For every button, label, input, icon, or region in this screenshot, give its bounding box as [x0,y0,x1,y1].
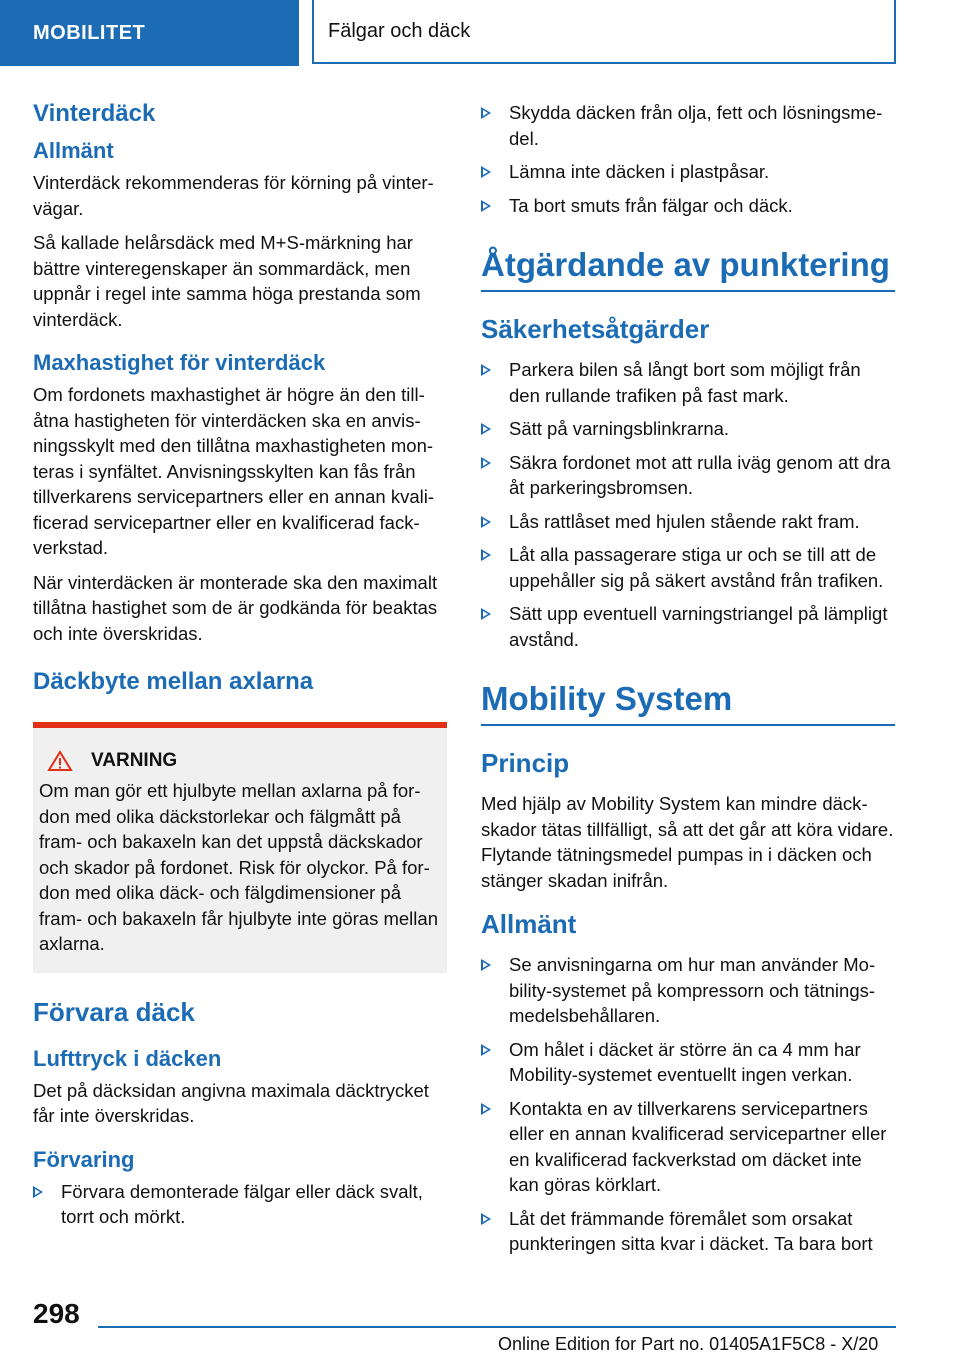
bullet-triangle-icon [481,516,491,528]
warning-header [39,750,441,772]
bullet-triangle-icon [481,457,491,469]
list-item: Lås rattlåset med hjulen stående rakt fram. [481,509,895,535]
footer-divider [98,1326,896,1328]
bullet-triangle-icon [33,1186,43,1198]
bullet-triangle-icon [481,959,491,971]
heading-forvara-dack: Förvara däck [33,996,195,1027]
heading-vinterdack: Vinterdäck [33,100,156,127]
bullet-triangle-icon [481,1213,491,1225]
list-item: Sätt upp eventuell varningstriangel på lämpligt avstånd. [481,601,895,652]
list-item: Skydda däcken från olja, fett och lösningsmedel. [481,100,895,151]
safety-list [481,357,895,652]
right-column [481,100,895,1265]
list-item: Kontakta en av tillverkarens servicepartners eller en annan kvalificerad servicepartner eller en kvalificerad fackverkstad om däcket inte kan göras körklart. [481,1096,895,1198]
heading-lufttryck: Lufttryck i däcken [33,1045,222,1071]
chapter-header [312,0,896,64]
bullet-triangle-icon [481,107,491,119]
heading-allmant-mobility: Allmänt [481,909,577,939]
bullet-triangle-icon [481,608,491,620]
mobility-list [481,952,895,1257]
list-item: Se anvisningarna om hur man använder Mobility-systemet på kompressorn och tätningsmedelsbehållaren. [481,952,895,1029]
edition-note: Online Edition for Part no. 01405A1F5C8 - X/20 [498,1334,879,1354]
heading-dackbyte: Däckbyte mellan axlarna [33,668,314,695]
section-title: MOBILITET [33,21,146,44]
list-item: Ta bort smuts från fälgar och däck. [481,193,895,219]
list-item: Säkra fordonet mot att rulla iväg genom att dra åt parkeringsbromsen. [481,450,895,501]
bullet-triangle-icon [481,423,491,435]
left-column [33,100,447,1238]
list-item: Låt alla passagerare stiga ur och se till att de uppehåller sig på säkert avstånd från trafiken. [481,542,895,593]
bullet-triangle-icon [481,549,491,561]
warning-triangle-icon [47,750,73,772]
list-item: Förvara demonterade fälgar eller däck svalt, torrt och mörkt. [33,1179,447,1230]
paragraph: Det på däcksidan angivna maximala däcktrycket får inte överskridas. [33,1079,429,1126]
heading-maxhastighet: Maxhastighet för vinterdäck [33,350,326,375]
list-item: Låt det främmande föremålet som orsakat punkteringen sitta kvar i däcket. Ta bara bort [481,1206,895,1257]
bullet-triangle-icon [481,364,491,376]
heading-forvaring: Förvaring [33,1146,135,1172]
heading-princip: Princip [481,748,570,778]
heading-mobility-system: Mobility System [481,680,895,726]
warning-box [33,722,447,973]
list-item: Lämna inte däcken i plastpåsar. [481,159,895,185]
page-number: 298 [33,1298,80,1329]
warning-label: VARNING [91,750,178,771]
section-tab [0,0,299,66]
forvaring-list [33,1179,447,1230]
heading-sakerhetsatgarder: Säkerhetsåtgärder [481,314,710,344]
list-item: Parkera bilen så långt bort som möjligt från den rullande trafiken på fast mark. [481,357,895,408]
tire-care-list [481,100,895,218]
list-item: Om hålet i däcket är större än ca 4 mm har Mobility-systemet eventuellt ingen verkan. [481,1037,895,1088]
bullet-triangle-icon [481,1044,491,1056]
warning-text: Om man gör ett hjulbyte mellan axlarna på fordon med olika däckstorlekar och fälgmått på fram- och bakaxeln kan det uppstå däckskador och skador på fordonet. Risk för olyckor. På fordon med olika däck- och fälgdimensioner på fram- och bakaxeln får hjulbyte inte göras mellan axlarna. [39,780,438,954]
paragraph: När vinterdäcken är monterade ska den maximalt tillåtna hastighet som de är godkända för beaktas och inte överskridas. [33,571,438,644]
heading-allmant: Allmänt [33,138,114,163]
paragraph: Om fordonets maxhastighet är högre än den tillåtna hastigheten för vinterdäcken ska en anvisningsskylt med den tillåtna maxhastigheten monteras i synfältet. Anvisningsskylten kan fås från tillverkarens servicepartners eller en annan kvalificerad servicepartner eller en kvalificerad fackverkstad. [33,384,435,558]
list-item: Sätt på varningsblinkrarna. [481,416,895,442]
bullet-triangle-icon [481,200,491,212]
bullet-triangle-icon [481,166,491,178]
heading-punktering: Åtgärdande av punktering [481,246,895,292]
chapter-title: Fälgar och däck [328,19,471,42]
paragraph: Med hjälp av Mobility System kan mindre däckskador tätas tillfälligt, så att det går att köra vidare. Flytande tätningsmedel pumpas in i däcken och stänger skadan inifrån. [481,793,894,891]
paragraph: Så kallade helårsdäck med M+S-märkning har bättre vinteregenskaper än sommardäck, men uppnår i regel inte samma höga prestanda som vinterdäck. [33,232,421,330]
bullet-triangle-icon [481,1103,491,1115]
paragraph: Vinterdäck rekommenderas för körning på vintervägar. [33,172,434,219]
